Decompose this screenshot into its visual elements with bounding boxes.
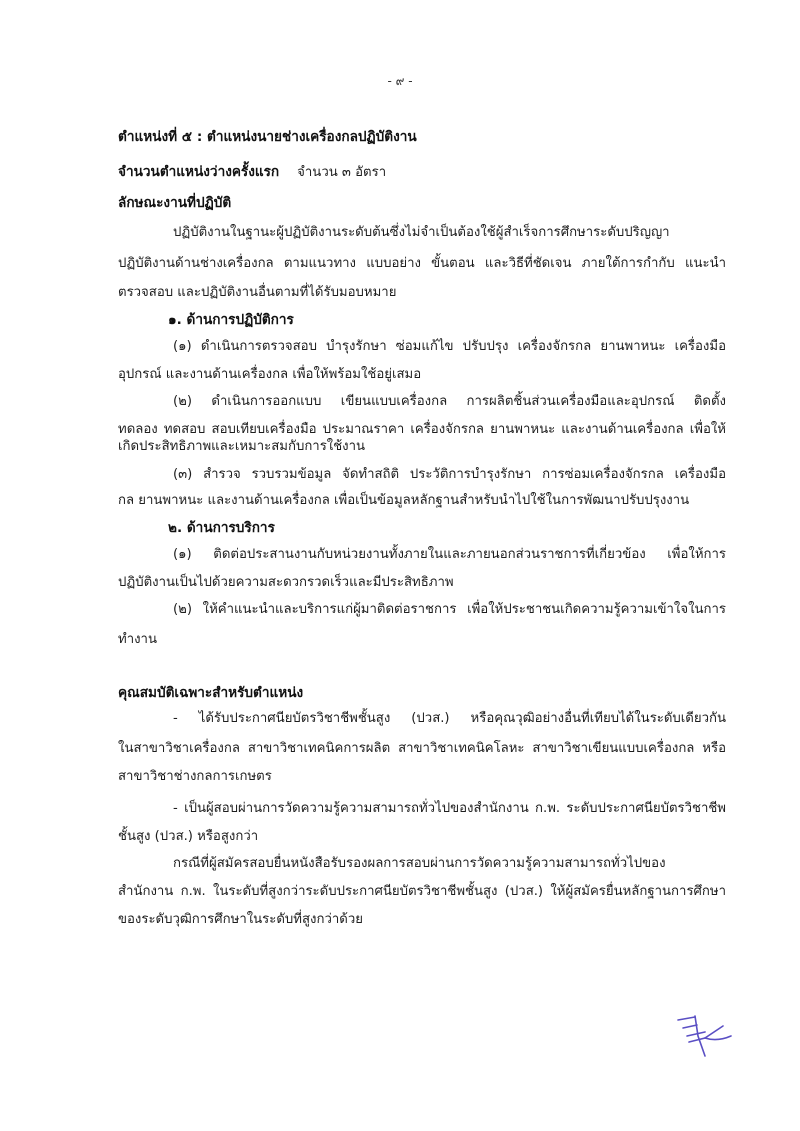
duty-item-line: กล ยานพาหนะ และงานด้านเครื่องกล เพื่อเป็นข้อมูลหลักฐานสำหรับนำไปใช้ในการพัฒนาปรับปรุงงาน	[118, 493, 690, 508]
qualifications-heading: คุณสมบัติเฉพาะสำหรับตำแหน่ง	[118, 685, 304, 701]
duty-item-line: (๓) สำรวจ รวบรวมข้อมูล จัดทำสถิติ ประวัติการบำรุงรักษา การซ่อมเครื่องจักรกล เครื่องมือ	[173, 467, 726, 482]
duty-item-line: (๑) ติดต่อประสานงานกับหน่วยงานทั้งภายในและภายนอกส่วนราชการที่เกี่ยวข้อง เพื่อให้การ	[173, 547, 726, 562]
duties-intro-line: ปฏิบัติงานในฐานะผู้ปฏิบัติงานระดับต้นซึ่งไม่จำเป็นต้องใช้ผู้สำเร็จการศึกษาระดับปริญญา	[173, 225, 670, 240]
duty-item-line: (๒) ให้คำแนะนำและบริการแก่ผู้มาติดต่อราชการ เพื่อให้ประชาชนเกิดความรู้ความเข้าใจในการ	[173, 602, 726, 617]
vacancy-label: จำนวนตำแหน่งว่างครั้งแรก	[118, 164, 280, 180]
qualification-line: ชั้นสูง (ปวส.) หรือสูงกว่า	[118, 829, 259, 844]
duties-heading: ลักษณะงานที่ปฏิบัติ	[118, 195, 232, 211]
qualification-line: - ได้รับประกาศนียบัตรวิชาชีพชั้นสูง (ปวส.) หรือคุณวุฒิอย่างอื่นที่เทียบได้ในระดับเดียวกัน	[173, 711, 726, 726]
section-heading-operations: ๑. ด้านการปฏิบัติการ	[168, 312, 294, 328]
qualification-line: กรณีที่ผู้สมัครสอบยื่นหนังสือรับรองผลการสอบผ่านการวัดความรู้ความสามารถทั่วไปของ	[173, 856, 666, 871]
duty-item-line: (๒) ดำเนินการออกแบบ เขียนแบบเครื่องกล การผลิตชิ้นส่วนเครื่องมือและอุปกรณ์ ติดตั้ง	[173, 394, 726, 409]
vacancy-value: จำนวน ๓ อัตรา	[297, 165, 387, 180]
position-title: ตำแหน่งที่ ๕ : ตำแหน่งนายช่างเครื่องกลปฏิบัติงาน	[118, 129, 417, 145]
vacancy-row	[118, 163, 386, 182]
duty-item-line: (๑) ดำเนินการตรวจสอบ บำรุงรักษา ซ่อมแก้ไข ปรับปรุง เครื่องจักรกล ยานพาหนะ เครื่องมือ	[173, 339, 726, 354]
duty-item-line: อุปกรณ์ และงานด้านเครื่องกล เพื่อให้พร้อมใช้อยู่เสมอ	[118, 367, 422, 382]
qualification-line: ของระดับวุฒิการศึกษาในระดับที่สูงกว่าด้วย	[118, 912, 363, 927]
duty-item-line: ปฏิบัติงานเป็นไปด้วยความสะดวกรวดเร็วและมีประสิทธิภาพ	[118, 575, 454, 590]
qualification-line: - เป็นผู้สอบผ่านการวัดความรู้ความสามารถทั่วไปของสำนักงาน ก.พ. ระดับประกาศนียบัตรวิชาชีพ	[173, 801, 726, 816]
signature-icon	[665, 1008, 735, 1058]
qualification-line: สำนักงาน ก.พ. ในระดับที่สูงกว่าระดับประกาศนียบัตรวิชาชีพชั้นสูง (ปวส.) ให้ผู้สมัครยื่นหลักฐานการศึกษา	[118, 884, 726, 899]
qualification-line: สาขาวิชาช่างกลการเกษตร	[118, 769, 272, 784]
duty-item-line: เกิดประสิทธิภาพและเหมาะสมกับการใช้งาน	[118, 439, 366, 454]
duty-item-line: ทดลอง ทดสอบ สอบเทียบเครื่องมือ ประมาณราคา เครื่องจักรกล ยานพาหนะ และงานด้านเครื่องกล เพื่อให้	[118, 422, 726, 437]
duties-intro-line: ตรวจสอบ และปฏิบัติงานอื่นตามที่ได้รับมอบหมาย	[118, 285, 397, 300]
duties-intro-line: ปฏิบัติงานด้านช่างเครื่องกล ตามแนวทาง แบบอย่าง ขั้นตอน และวิธีที่ชัดเจน ภายใต้การกำกับ แนะนำ	[118, 256, 726, 271]
page-number: - ๙ -	[387, 74, 413, 88]
qualification-line: ในสาขาวิชาเครื่องกล สาขาวิชาเทคนิคการผลิต สาขาวิชาเทคนิคโลหะ สาขาวิชาเขียนแบบเครื่องกล หรือ	[118, 741, 726, 756]
duty-item-line: ทำงาน	[118, 632, 157, 647]
section-heading-services: ๒. ด้านการบริการ	[168, 520, 275, 536]
